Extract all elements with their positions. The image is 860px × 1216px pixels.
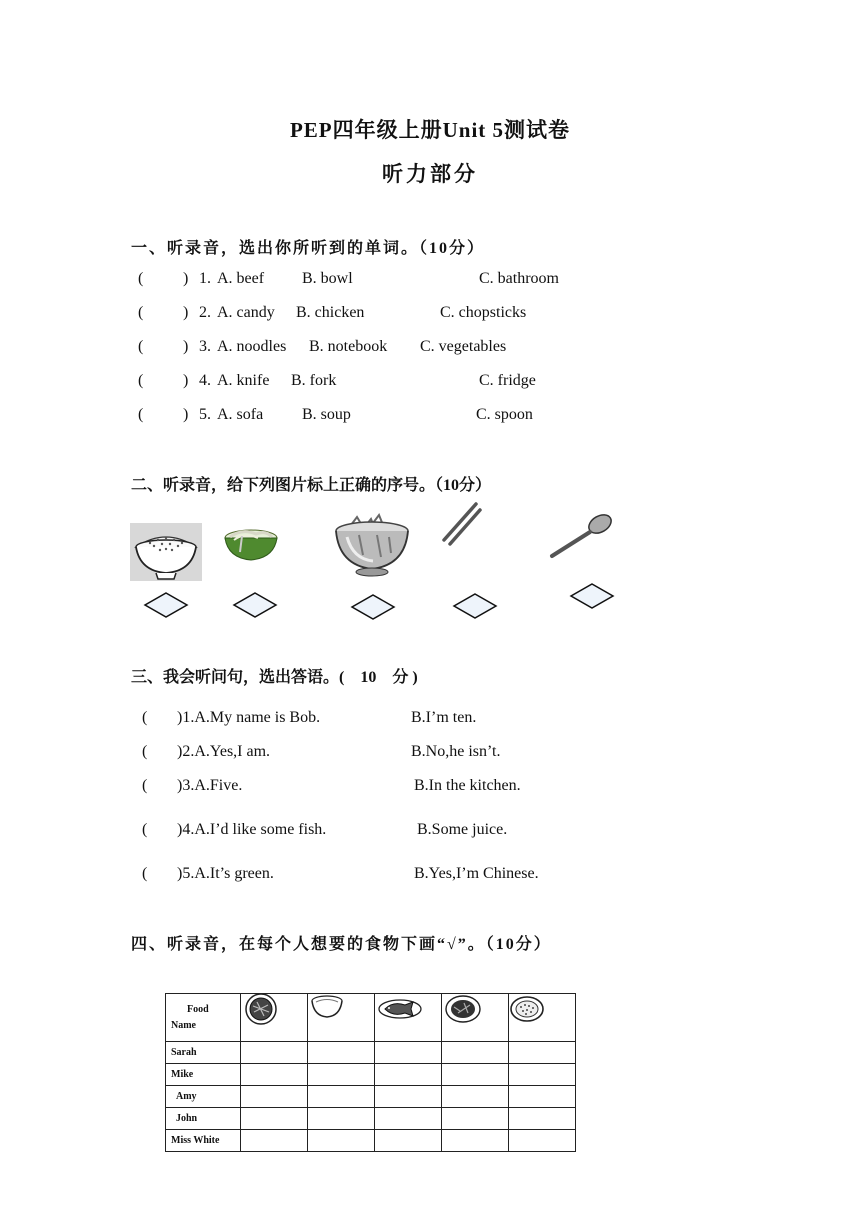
check-cell[interactable] bbox=[308, 1086, 375, 1108]
food-header-cell bbox=[375, 994, 442, 1042]
page-subtitle: 听力部分 bbox=[382, 162, 478, 186]
section1-heading: 一、听录音，选出你所听到的单词。（10分） bbox=[131, 240, 486, 257]
table-row bbox=[166, 1042, 576, 1064]
page-title: PEP四年级上册Unit 5测试卷 bbox=[289, 118, 571, 142]
check-cell[interactable] bbox=[442, 1108, 509, 1130]
soup-bowl-icon bbox=[310, 994, 344, 1020]
answer-diamond[interactable] bbox=[453, 593, 497, 619]
answer-diamond[interactable] bbox=[351, 594, 395, 620]
check-cell[interactable] bbox=[241, 1042, 308, 1064]
item-number: 3. bbox=[199, 338, 211, 355]
vegetables-bowl-icon bbox=[333, 515, 411, 577]
option-b: B.Yes,I’m Chinese. bbox=[414, 865, 539, 882]
check-cell[interactable] bbox=[442, 1042, 509, 1064]
answer-diamond[interactable] bbox=[570, 583, 614, 609]
table-corner-cell bbox=[166, 994, 241, 1042]
check-cell[interactable] bbox=[509, 1108, 576, 1130]
answer-diamond[interactable] bbox=[233, 592, 277, 618]
answer-blank[interactable]: ( bbox=[142, 865, 148, 882]
check-cell[interactable] bbox=[375, 1108, 442, 1130]
section3-heading: 三、我会听问句，选出答语。( 10 分 ) bbox=[131, 669, 418, 686]
answer-blank[interactable]: ( bbox=[138, 338, 144, 355]
check-cell[interactable] bbox=[375, 1064, 442, 1086]
option-b: B.No,he isn’t. bbox=[411, 743, 501, 760]
name-cell: John bbox=[166, 1108, 241, 1130]
option-a: )4.A.I’d like some fish. bbox=[177, 821, 327, 838]
check-cell[interactable] bbox=[241, 1108, 308, 1130]
option-b: B. bowl bbox=[302, 270, 353, 287]
option-a: )1.A.My name is Bob. bbox=[177, 709, 321, 726]
check-cell[interactable] bbox=[308, 1042, 375, 1064]
option-a: )5.A.It’s green. bbox=[177, 865, 274, 882]
check-cell[interactable] bbox=[442, 1130, 509, 1152]
check-cell[interactable] bbox=[241, 1064, 308, 1086]
answer-blank[interactable]: ( bbox=[138, 372, 144, 389]
option-b: B. chicken bbox=[296, 304, 365, 321]
chopsticks-icon bbox=[440, 502, 482, 546]
check-cell[interactable] bbox=[509, 1130, 576, 1152]
option-b: B.Some juice. bbox=[417, 821, 508, 838]
beef-plate-icon bbox=[244, 992, 278, 1026]
option-b: B. fork bbox=[291, 372, 337, 389]
option-c: C. bathroom bbox=[479, 270, 559, 287]
section4-heading: 四、听录音，在每个人想要的食物下画“√”。（10分） bbox=[131, 936, 552, 953]
rice-plate-icon bbox=[509, 994, 545, 1024]
check-cell[interactable] bbox=[375, 1086, 442, 1108]
name-cell: Mike bbox=[166, 1064, 241, 1086]
option-a: A. candy bbox=[217, 304, 275, 321]
answer-blank[interactable]: ( bbox=[138, 406, 144, 423]
table-row bbox=[166, 1108, 576, 1130]
option-b: B. notebook bbox=[309, 338, 388, 355]
option-a: A. knife bbox=[217, 372, 270, 389]
table-row bbox=[166, 1064, 576, 1086]
table-header-row bbox=[166, 994, 576, 1042]
check-cell[interactable] bbox=[308, 1064, 375, 1086]
check-cell[interactable] bbox=[241, 1086, 308, 1108]
option-a: )2.A.Yes,I am. bbox=[177, 743, 271, 760]
option-c: C. chopsticks bbox=[440, 304, 527, 321]
food-header-cell bbox=[241, 994, 308, 1042]
answer-blank[interactable]: ( bbox=[142, 777, 148, 794]
name-cell: Miss White bbox=[166, 1130, 241, 1152]
check-cell[interactable] bbox=[308, 1130, 375, 1152]
spoon-icon bbox=[548, 512, 614, 560]
name-cell: Sarah bbox=[166, 1042, 241, 1064]
answer-blank[interactable]: ( bbox=[142, 743, 148, 760]
answer-diamond[interactable] bbox=[144, 592, 188, 618]
option-c: C. spoon bbox=[476, 406, 533, 423]
corner-label-name: Name bbox=[171, 1020, 196, 1031]
item-number: 5. bbox=[199, 406, 211, 423]
option-b: B.I’m ten. bbox=[411, 709, 477, 726]
check-cell[interactable] bbox=[509, 1042, 576, 1064]
check-cell[interactable] bbox=[375, 1130, 442, 1152]
food-header-cell bbox=[442, 994, 509, 1042]
check-cell[interactable] bbox=[442, 1064, 509, 1086]
item-number: 4. bbox=[199, 372, 211, 389]
corner-label-food: Food bbox=[187, 1004, 209, 1015]
option-a: A. sofa bbox=[217, 406, 264, 423]
item-number: 1. bbox=[199, 270, 211, 287]
option-c: C. vegetables bbox=[420, 338, 507, 355]
section2-heading: 二、听录音，给下列图片标上正确的序号。（10分） bbox=[131, 477, 492, 494]
check-cell[interactable] bbox=[375, 1042, 442, 1064]
check-cell[interactable] bbox=[442, 1086, 509, 1108]
check-cell[interactable] bbox=[509, 1064, 576, 1086]
option-a: A. beef bbox=[217, 270, 265, 287]
option-a: A. noodles bbox=[217, 338, 287, 355]
option-b: B.In the kitchen. bbox=[414, 777, 521, 794]
answer-blank[interactable]: ( bbox=[138, 304, 144, 321]
check-cell[interactable] bbox=[241, 1130, 308, 1152]
option-a: )3.A.Five. bbox=[177, 777, 243, 794]
food-header-cell bbox=[509, 994, 576, 1042]
item-number: 2. bbox=[199, 304, 211, 321]
table-row bbox=[166, 1130, 576, 1152]
food-header-cell bbox=[308, 994, 375, 1042]
option-b: B. soup bbox=[302, 406, 351, 423]
check-cell[interactable] bbox=[509, 1086, 576, 1108]
noodles-bowl-icon bbox=[222, 522, 280, 564]
name-cell: Amy bbox=[166, 1086, 241, 1108]
fish-plate-icon bbox=[377, 997, 423, 1021]
rice-bowl-icon bbox=[130, 523, 202, 581]
check-cell[interactable] bbox=[308, 1108, 375, 1130]
answer-blank[interactable]: ( bbox=[142, 709, 148, 726]
food-table bbox=[165, 993, 576, 1152]
option-c: C. fridge bbox=[479, 372, 536, 389]
answer-blank[interactable]: ( bbox=[138, 270, 144, 287]
answer-blank[interactable]: ( bbox=[142, 821, 148, 838]
vegetables-plate-icon bbox=[444, 993, 482, 1025]
table-row bbox=[166, 1086, 576, 1108]
